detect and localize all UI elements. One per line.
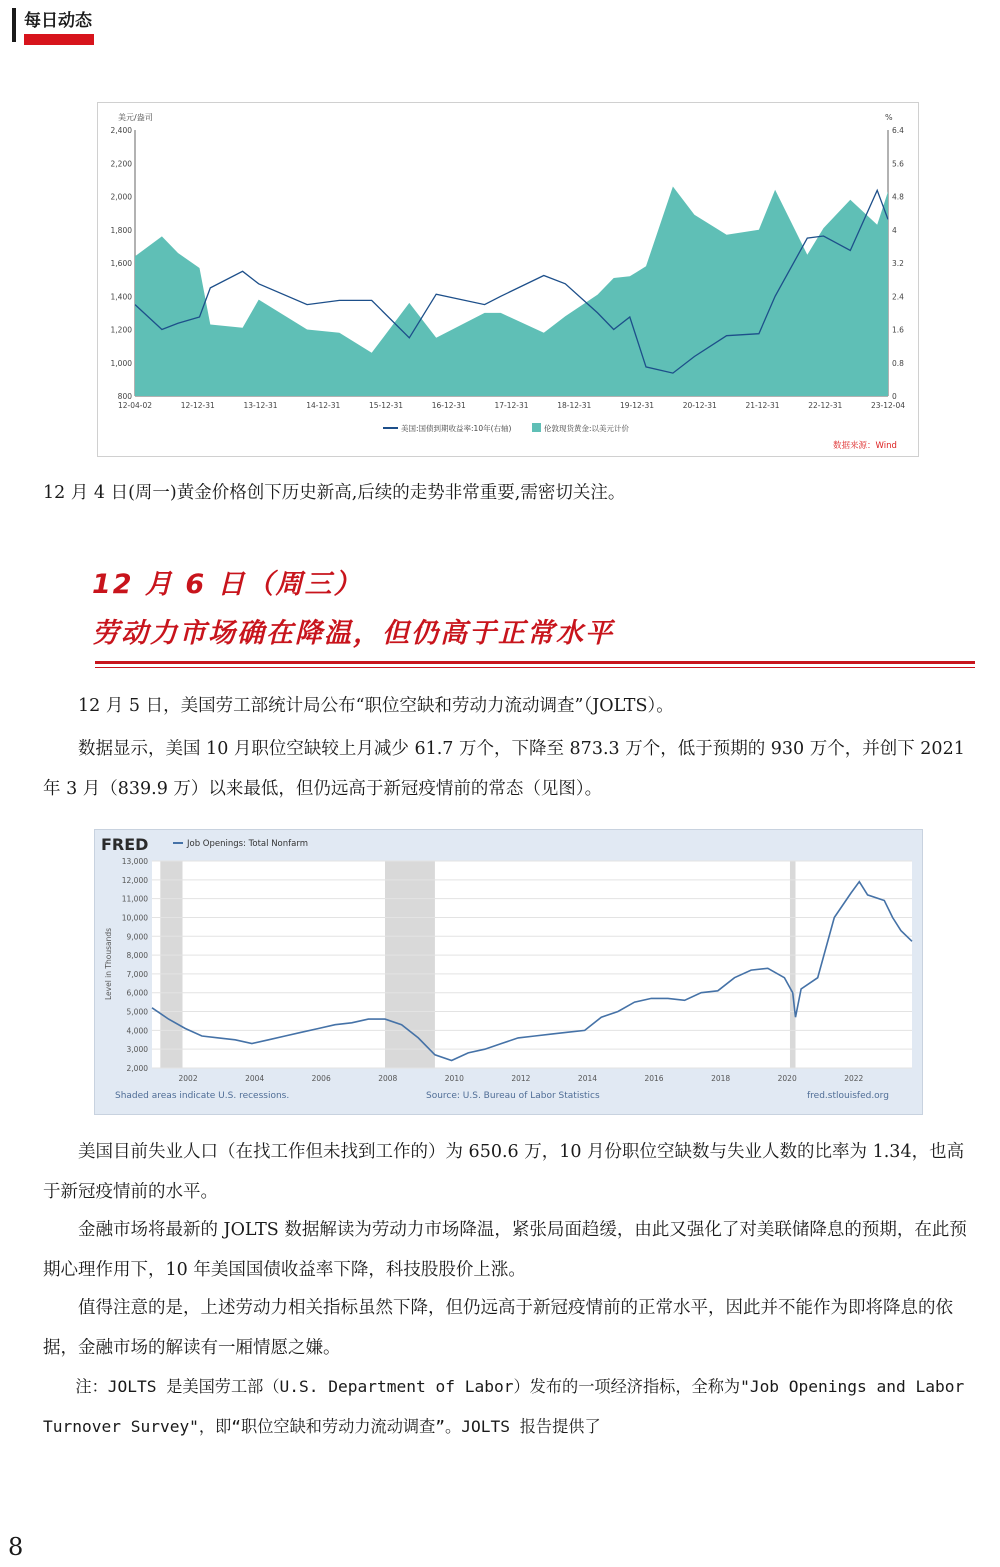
left-tick-label: 2,400 bbox=[110, 126, 132, 135]
paragraph-1: 12 月 5 日，美国劳工部统计局公布“职位空缺和劳动力流动调查”（JOLTS）。 bbox=[78, 696, 674, 716]
left-tick-label: 800 bbox=[117, 392, 132, 401]
x-tick-label: 12-04-02 bbox=[117, 401, 153, 410]
fred-footer-center: Source: U.S. Bureau of Labor Statistics bbox=[426, 1091, 600, 1101]
chart-source: 数据来源：Wind bbox=[833, 441, 897, 451]
right-tick-label: 4.8 bbox=[892, 192, 904, 202]
section-headline: 劳动力市场确在降温，但仍高于正常水平 bbox=[92, 618, 614, 649]
x-tick-label: 2022 bbox=[844, 1074, 864, 1083]
right-tick-label: 4 bbox=[892, 225, 897, 235]
right-tick-label: 0.8 bbox=[892, 358, 904, 368]
x-tick-label: 2016 bbox=[644, 1074, 664, 1083]
gold-yield-chart-svg bbox=[98, 103, 918, 456]
x-tick-label: 14-12-31 bbox=[306, 401, 341, 410]
left-tick-label: 1,000 bbox=[110, 358, 132, 368]
x-tick-label: 18-12-31 bbox=[557, 401, 592, 410]
x-tick-label: 2006 bbox=[311, 1074, 331, 1083]
right-tick-label: 0 bbox=[892, 392, 897, 401]
fred-footer-left: Shaded areas indicate U.S. recessions. bbox=[115, 1091, 290, 1101]
y-tick-label: 7,000 bbox=[126, 969, 148, 979]
header-red-strip bbox=[24, 34, 94, 45]
x-tick-label: 2018 bbox=[711, 1074, 731, 1083]
recession-shade bbox=[385, 861, 435, 1068]
right-tick-label: 5.6 bbox=[892, 159, 904, 169]
paragraph-3: 美国目前失业人口（在找工作但未找到工作的）为 650.6 万，10 月份职位空缺数与失业人数的比率为 1.34，也高于新冠疫情前的水平。 bbox=[43, 1142, 965, 1202]
y-tick-label: 2,000 bbox=[126, 1064, 148, 1073]
left-tick-label: 1,400 bbox=[110, 292, 132, 302]
x-tick-label: 2020 bbox=[777, 1074, 797, 1083]
recession-shade bbox=[160, 861, 182, 1068]
note-paragraph: 注：JOLTS 是美国劳工部（U.S. Department of Labor）发布的一项经济指标，全称为"Job Openings and Labor Turnover Survey"，即“职位空缺和劳动力流动调查”。JOLTS 报告提供了 bbox=[43, 1377, 965, 1436]
y-tick-label: 12,000 bbox=[121, 875, 148, 885]
x-tick-label: 22-12-31 bbox=[808, 401, 843, 410]
gold-yield-chart bbox=[97, 102, 919, 457]
header-title: 每日动态 bbox=[24, 11, 92, 31]
left-tick-label: 1,200 bbox=[110, 325, 132, 335]
fred-footer-right: fred.stlouisfed.org bbox=[807, 1091, 889, 1101]
x-tick-label: 2014 bbox=[577, 1074, 598, 1083]
fred-logo: FRED bbox=[101, 835, 149, 854]
x-tick-label: 2008 bbox=[378, 1074, 398, 1083]
x-tick-label: 15-12-31 bbox=[368, 401, 404, 410]
right-unit-label: % bbox=[885, 113, 893, 122]
right-tick-label: 3.2 bbox=[892, 259, 904, 268]
left-tick-label: 2,000 bbox=[110, 192, 132, 202]
x-tick-label: 2010 bbox=[444, 1074, 464, 1083]
x-tick-label: 12-12-31 bbox=[180, 401, 215, 410]
y-tick-label: 9,000 bbox=[126, 932, 148, 942]
section-rule-thick bbox=[95, 661, 975, 664]
y-tick-label: 8,000 bbox=[126, 951, 148, 961]
y-tick-label: 5,000 bbox=[126, 1007, 148, 1017]
caption-gold: 12 月 4 日(周一)黄金价格创下历史新高,后续的走势非常重要,需密切关注。 bbox=[43, 483, 626, 503]
x-tick-label: 2004 bbox=[245, 1074, 265, 1083]
header-bar bbox=[12, 8, 16, 42]
y-tick-label: 4,000 bbox=[126, 1026, 148, 1036]
legend-area-label: 伦敦现货黄金:以美元计价 bbox=[544, 424, 630, 433]
y-tick-label: 13,000 bbox=[121, 857, 148, 866]
left-tick-label: 2,200 bbox=[110, 159, 132, 169]
x-tick-label: 21-12-31 bbox=[745, 401, 780, 410]
page-number: 8 bbox=[8, 1533, 24, 1561]
left-unit-label: 美元/盎司 bbox=[118, 113, 153, 122]
section-date: 12 月 6 日（周三） bbox=[92, 569, 363, 600]
legend-area-swatch bbox=[532, 423, 541, 432]
x-tick-label: 17-12-31 bbox=[494, 401, 529, 410]
y-tick-label: 3,000 bbox=[126, 1045, 148, 1055]
paragraph-5: 值得注意的是，上述劳动力相关指标虽然下降，但仍远高于新冠疫情前的正常水平，因此并不能作为即将降息的依据，金融市场的解读有一厢情愿之嫌。 bbox=[43, 1298, 953, 1358]
x-tick-label: 19-12-31 bbox=[619, 401, 655, 410]
x-tick-label: 2012 bbox=[511, 1074, 531, 1083]
x-tick-label: 20-12-31 bbox=[682, 401, 717, 410]
fred-ylabel: Level in Thousands bbox=[104, 927, 113, 1000]
y-tick-label: 10,000 bbox=[121, 913, 148, 923]
fred-job-openings-chart bbox=[94, 829, 923, 1115]
x-tick-label: 16-12-31 bbox=[431, 401, 466, 410]
y-tick-label: 11,000 bbox=[121, 894, 148, 904]
x-tick-label: 2002 bbox=[178, 1074, 198, 1083]
legend-line-label: 美国:国债到期收益率:10年(右轴) bbox=[401, 424, 512, 433]
paragraph-4: 金融市场将最新的 JOLTS 数据解读为劳动力市场降温，紧张局面趋缓，由此又强化了对美联储降息的预期，在此预期心理作用下，10 年美国国债收益率下降，科技股股价上涨。 bbox=[43, 1220, 967, 1280]
right-tick-label: 1.6 bbox=[892, 325, 904, 335]
left-tick-label: 1,600 bbox=[110, 259, 132, 268]
section-rule-thin bbox=[95, 667, 975, 668]
y-tick-label: 6,000 bbox=[126, 988, 148, 998]
paragraph-2: 数据显示，美国 10 月职位空缺较上月减少 61.7 万个，下降至 873.3 万个，低于预期的 930 万个，并创下 2021 年 3 月（839.9 万）以来最低，但仍远高于新冠疫情前的常态（见图）。 bbox=[43, 739, 965, 799]
right-tick-label: 2.4 bbox=[892, 292, 904, 302]
x-tick-label: 13-12-31 bbox=[243, 401, 278, 410]
fred-series-label: Job Openings: Total Nonfarm bbox=[187, 839, 308, 849]
x-tick-label: 23-12-04 bbox=[870, 401, 906, 410]
right-tick-label: 6.4 bbox=[892, 126, 904, 135]
fred-chart-svg bbox=[95, 830, 922, 1114]
left-tick-label: 1,800 bbox=[110, 225, 132, 235]
recession-shade bbox=[790, 861, 796, 1068]
